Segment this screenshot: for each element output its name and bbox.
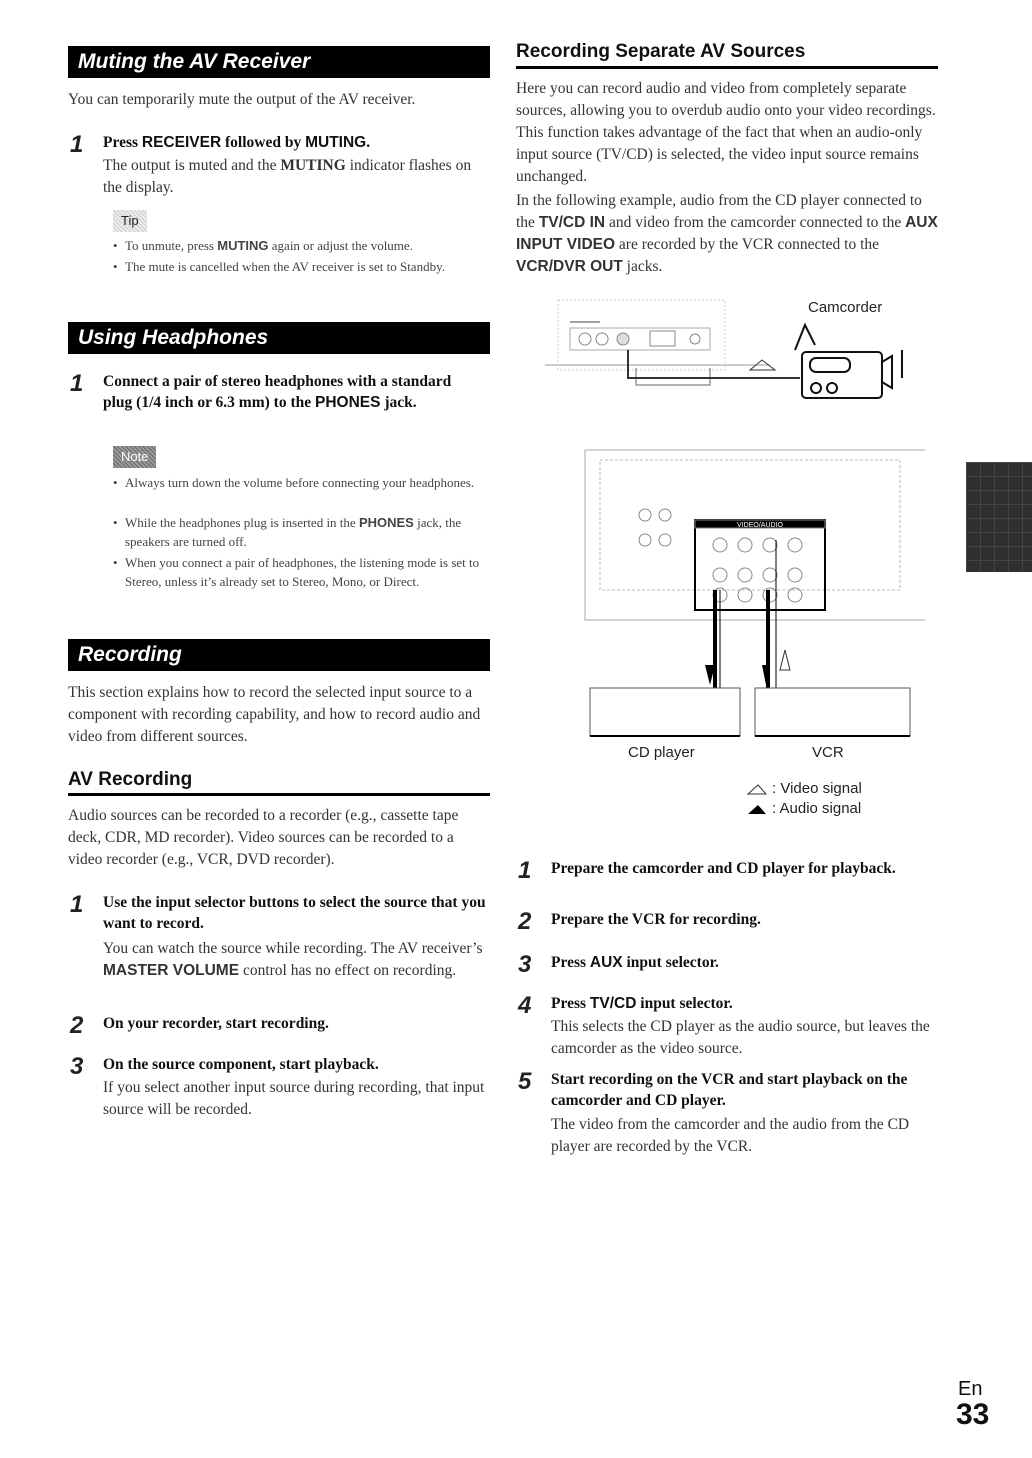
tip-label: Tip (113, 210, 147, 232)
separate-step-number: 1 (518, 857, 532, 884)
separate-step-number: 5 (518, 1068, 532, 1095)
note-label: Note (113, 446, 156, 468)
separate-step-body: This selects the CD player as the audio source, but leaves the camcorder as the video source. (551, 1018, 930, 1057)
av-step-title: On your recorder, start recording. (103, 1015, 329, 1032)
camcorder-label: Camcorder (808, 299, 883, 316)
av-recording-heading: AV Recording (68, 769, 193, 790)
muting-section-title: Muting the AV Receiver (68, 46, 490, 78)
muting-step-number: 1 (70, 131, 84, 158)
separate-step-title: Press AUX input selector. (551, 954, 719, 971)
separate-step-title: Press TV/CD input selector. (551, 995, 733, 1012)
muting-step-body: The output is muted and the MUTING indicator flashes on the display. (103, 157, 472, 196)
av-recording-intro: Audio sources can be recorded to a recorder (e.g., cassette tape deck, CDR, MD recorder). Video sources can be recorded to a video recorder (e.g., VCR, DVD recorder). (68, 807, 459, 868)
av-step-body: You can watch the source while recording. The AV receiver’s MASTER VOLUME control has no effect on recording. (103, 940, 483, 979)
page-number: 33 (956, 1398, 990, 1431)
note-item: • When you connect a pair of headphones, the listening mode is set to Stereo, unless it’s already set to Stereo, Mono, or Direct. (113, 553, 490, 591)
receiver-rear-panel (585, 450, 925, 620)
separate-step-title: Prepare the camcorder and CD player for playback. (551, 860, 896, 877)
audio-signal-legend-icon (746, 802, 768, 816)
panel-label: VIDEO/AUDIO (737, 522, 783, 529)
camcorder-icon (795, 325, 902, 398)
separate-para1: Here you can record audio and video from completely separate sources, allowing you to overdub audio onto your video recordings. This function takes advantage of the fact that when an audio-only input source (TV/CD) is selected, the video input source remains unchanged. (516, 80, 936, 185)
video-signal-legend-icon (746, 782, 768, 796)
recording-section-title: Recording (68, 639, 490, 671)
heading-rule (516, 66, 938, 69)
av-step-body: If you select another input source during recording, that input source will be recorded. (103, 1079, 485, 1118)
separate-step-number: 2 (518, 908, 532, 935)
headphones-section-title: Using Headphones (68, 322, 490, 354)
vcr-box (755, 688, 910, 736)
note-item: • Always turn down the volume before connecting your headphones. (113, 473, 490, 492)
note-item: • While the headphones plug is inserted in the PHONES jack, the speakers are turned off. (113, 513, 490, 551)
connection-diagram (540, 290, 930, 760)
tip-item: • To unmute, press MUTING again or adjust the volume. (113, 236, 490, 255)
cd-player-label: CD player (628, 744, 695, 761)
cd-player-box (590, 688, 740, 736)
recording-intro: This section explains how to record the selected input source to a component with recording capability, and how to record audio and video from different sources. (68, 684, 481, 745)
muting-step-title: Press RECEIVER followed by MUTING. (103, 134, 371, 151)
separate-step-number: 4 (518, 992, 532, 1019)
separate-step-number: 3 (518, 951, 532, 978)
separate-step-body: The video from the camcorder and the audio from the CD player are recorded by the VCR. (551, 1116, 910, 1155)
muting-intro: You can temporarily mute the output of the AV receiver. (68, 91, 416, 108)
separate-step-title: Start recording on the VCR and start playback on the camcorder and CD player. (551, 1071, 908, 1109)
separate-para2: In the following example, audio from the CD player connected to the TV/CD IN and video from the camcorder connected to the AUX INPUT VIDEO are recorded by the VCR connected to the VCR/DVR OUT jacks. (516, 192, 938, 275)
headphones-step-title: Connect a pair of stereo headphones with a standard plug (1/4 inch or 6.3 mm) to the PHONES jack. (103, 373, 452, 411)
av-step-number: 2 (70, 1012, 84, 1039)
separate-step-title: Prepare the VCR for recording. (551, 911, 761, 928)
video-signal-arrow-icon (780, 650, 790, 670)
footer-language: En (958, 1378, 983, 1400)
av-step-number: 3 (70, 1053, 84, 1080)
legend-audio: : Audio signal (772, 800, 862, 817)
headphones-step-number: 1 (70, 370, 84, 397)
legend-video: : Video signal (772, 780, 862, 797)
tip-item: • The mute is cancelled when the AV receiver is set to Standby. (113, 257, 458, 276)
receiver-front-panel (545, 300, 800, 385)
heading-rule (68, 793, 490, 796)
av-step-title: On the source component, start playback. (103, 1056, 379, 1073)
separate-heading: Recording Separate AV Sources (516, 41, 806, 62)
av-step-number: 1 (70, 891, 84, 918)
vcr-label: VCR (812, 744, 844, 761)
av-step-title: Use the input selector buttons to select the source that you want to record. (103, 894, 486, 932)
chapter-tab (966, 462, 1032, 572)
